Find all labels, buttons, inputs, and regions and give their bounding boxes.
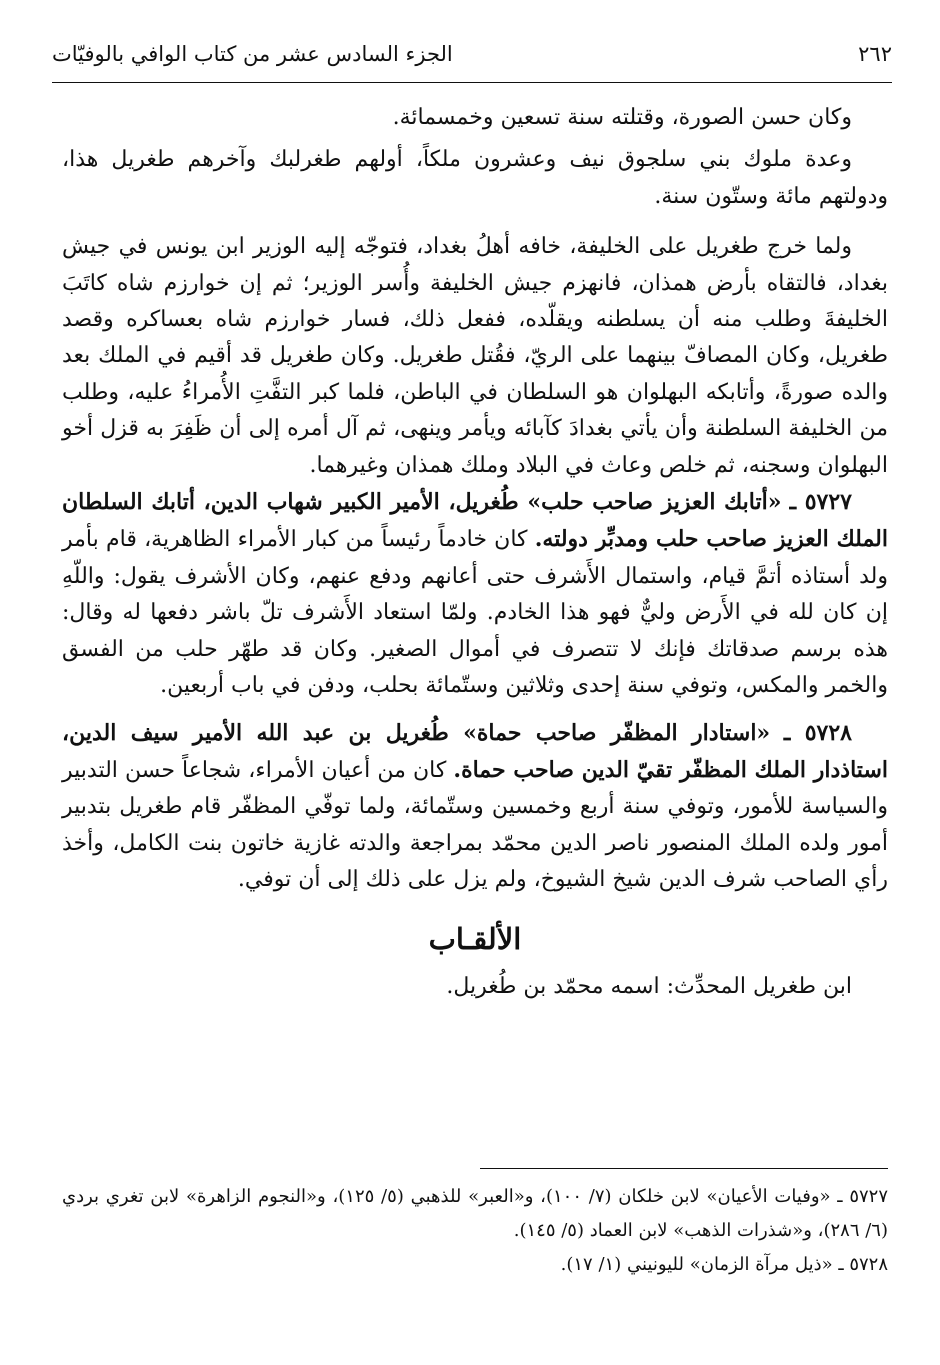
footnote-rule xyxy=(480,1168,888,1169)
paragraph-2: وعدة ملوك بني سلجوق نيف وعشرون ملكاً، أولهم طغرلبك وآخرهم طغريل هذا، ودولتهم مائة وستّون سنة. xyxy=(62,147,888,209)
page-number: ٢٦٢ xyxy=(858,42,892,66)
entry-text: كان خادماً رئيساً من كبار الأمراء الظاهرية، قام بأمر ولد أستاذه أتمَّ قيام، واستمال الأَشرف حتى أعانهم ودفع عنهم، وكان الأشرف يقول: واللّهِ إن كان لله في الأَرض وليٌّ فهو هذا الخادم. ولمّا استعاد الأَشرف تلّ باشر دفعها له وقال: هذه برسم صدقاتك فإنك لا تتصرف في أموال الصغير. وكان قد طهّر حلب من الفسق والخمر والمكس، وتوفي سنة إحدى وثلاثين وستّمائة بحلب، ودفن في باب أربعين. xyxy=(62,527,888,699)
entry-text: كان من أعيان الأمراء، شجاعاً حسن التدبير والسياسة للأمور، وتوفي سنة أربع وخمسين وستّمائة، ولما توفّي المظفّر قام طغريل بتدبير أمور ولده الملك المنصور ناصر الدين محمّد بمراجعة والدته غازية خاتون بنت الكامل، وأخذ رأي الصاحب شرف الدين شيخ الشيوخ، ولم يزل على ذلك إلى أن توفي. xyxy=(62,757,888,893)
footnote-5727: ٥٧٢٧ ـ «وفيات الأعيان» لابن خلكان (٧/ ١٠٠)، و«العبر» للذهبي (٥/ ١٢٥)، و«النجوم الزاهرة» لابن تغري بردي (٦/ ٢٨٦)، و«شذرات الذهب» لابن العماد (٥/ ١٤٥). xyxy=(62,1186,888,1241)
alqab-entry: ابن طغريل المحدِّث: اسمه محمّد بن طُغريل. xyxy=(446,973,852,999)
paragraph-1: وكان حسن الصورة، وقتلته سنة تسعين وخمسمائة. xyxy=(392,105,852,130)
main-text xyxy=(62,100,888,1005)
entry-title: «أتابك العزيز صاحب حلب» طُغريل، الأمير الكبير شهاب الدين، أتابك السلطان الملك العزيز صاحب حلب ومدبِّر دولته. xyxy=(62,489,888,553)
entry-title: «استادار المظفّر صاحب حماة» طُغريل بن عبد الله الأمير سيف الدين، استاذدار الملك المظفّر تقيّ الدين صاحب حماة. xyxy=(62,719,888,783)
page-header xyxy=(52,38,892,78)
entry-number: ٥٧٢٨ ـ xyxy=(783,719,852,746)
section-heading: الألقـاب xyxy=(428,921,522,956)
entry-5728 xyxy=(62,715,888,899)
footnote-5728: ٥٧٢٨ ـ «ذيل مرآة الزمان» لليونيني (١/ ١٧). xyxy=(560,1254,888,1275)
running-title: الجزء السادس عشر من كتاب الوافي بالوفيّات xyxy=(52,42,453,66)
footnotes xyxy=(62,1180,888,1282)
entry-number: ٥٧٢٧ ـ xyxy=(789,489,852,516)
header-rule xyxy=(52,82,892,83)
entry-5727 xyxy=(62,484,888,704)
paragraph-3: ولما خرج طغريل على الخليفة، خافه أهلُ بغداد، فتوجّه إليه الوزير ابن يونس في جيش بغداد، فالتقاه بأرض همذان، فانهزم جيش الخليفة وأُسر الوزير؛ ثم إن خوارزم شاه كاتَبَ الخليفةَ وطلب منه أن يسلطنه ويقلّده، ففعل ذلك، فسار خوارزم شاه بعساكره وقصد طغريل، وكان المصافّ بينهما على الريّ، فقُتل طغريل. وكان طغريل قد أقيم في الملك بعد والده صورةً، وأتابكه البهلوان هو السلطان في الباطن، فلما كبر التفَّتِ الأُمراءُ عليه، وطلب من الخليفة السلطنة وأن يأتي بغدادَ كآبائه ويأمر وينهى، ثم آل أمره إلى أن ظَفِرَ به قزل أخو البهلوان وسجنه، ثم خلص وعاث في البلاد وملك همذان وغيرهما. xyxy=(62,234,888,478)
